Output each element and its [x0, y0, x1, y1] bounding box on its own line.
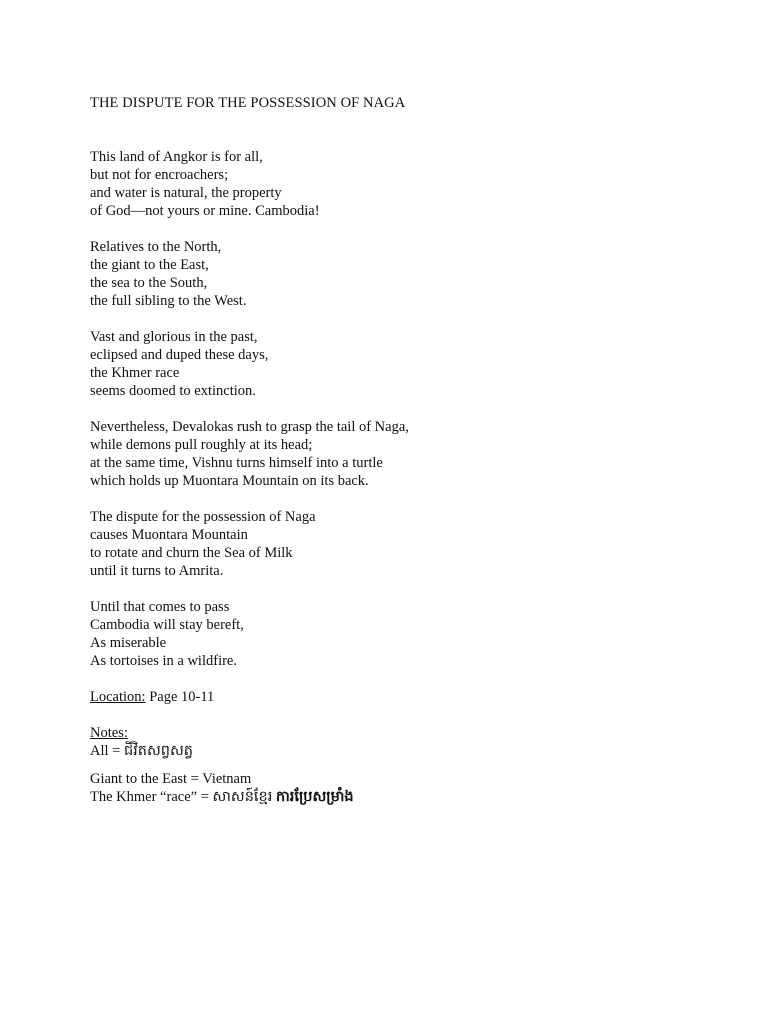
poem-line: the giant to the East, [90, 257, 209, 273]
poem-line: until it turns to Amrita. [90, 563, 224, 579]
location-line [90, 688, 730, 706]
notes-section [90, 724, 730, 806]
poem-line: Until that comes to pass [90, 599, 230, 615]
note-giant: Giant to the East = Vietnam [90, 771, 252, 787]
document-content [90, 94, 730, 806]
poem-line: the full sibling to the West. [90, 293, 247, 309]
poem-line: of God—not yours or mine. Cambodia! [90, 203, 320, 219]
poem-line: eclipsed and duped these days, [90, 347, 269, 363]
poem-line: The dispute for the possession of Naga [90, 509, 316, 525]
poem-line: at the same time, Vishnu turns himself into a turtle [90, 455, 383, 471]
stanza-5 [90, 508, 730, 580]
poem-title: THE DISPUTE FOR THE POSSESSION OF NAGA [90, 95, 406, 111]
poem-line: causes Muontara Mountain [90, 527, 248, 543]
poem-line: which holds up Muontara Mountain on its back. [90, 473, 369, 489]
note-khmer-race [90, 788, 730, 806]
stanza-1 [90, 148, 730, 220]
poem-line: This land of Angkor is for all, [90, 149, 263, 165]
note-khmer-prefix: The Khmer “race” = សាសន៍ខ្មែរ [90, 789, 276, 805]
poem-line: As miserable [90, 635, 167, 651]
note-khmer-bold: ការប្រែសម្រាំង [275, 789, 354, 805]
location-value: Page 10-11 [145, 689, 215, 705]
poem-line: to rotate and churn the Sea of Milk [90, 545, 293, 561]
poem-line: while demons pull roughly at its head; [90, 437, 313, 453]
notes-heading: Notes: [90, 725, 128, 741]
poem-line: Nevertheless, Devalokas rush to grasp the tail of Naga, [90, 419, 409, 435]
poem-line: Cambodia will stay bereft, [90, 617, 244, 633]
poem-line: Vast and glorious in the past, [90, 329, 258, 345]
poem-line: but not for encroachers; [90, 167, 229, 183]
poem-line: the Khmer race [90, 365, 180, 381]
stanza-3 [90, 328, 730, 400]
poem-line: Relatives to the North, [90, 239, 222, 255]
note-all: All = ជីវិតសព្វសត្វ [90, 743, 193, 759]
poem-line: the sea to the South, [90, 275, 208, 291]
poem-line: As tortoises in a wildfire. [90, 653, 237, 669]
poem-line: and water is natural, the property [90, 185, 282, 201]
location-label: Location: [90, 689, 146, 705]
stanza-6 [90, 598, 730, 670]
poem-line: seems doomed to extinction. [90, 383, 256, 399]
stanza-2 [90, 238, 730, 310]
stanza-4 [90, 418, 730, 490]
